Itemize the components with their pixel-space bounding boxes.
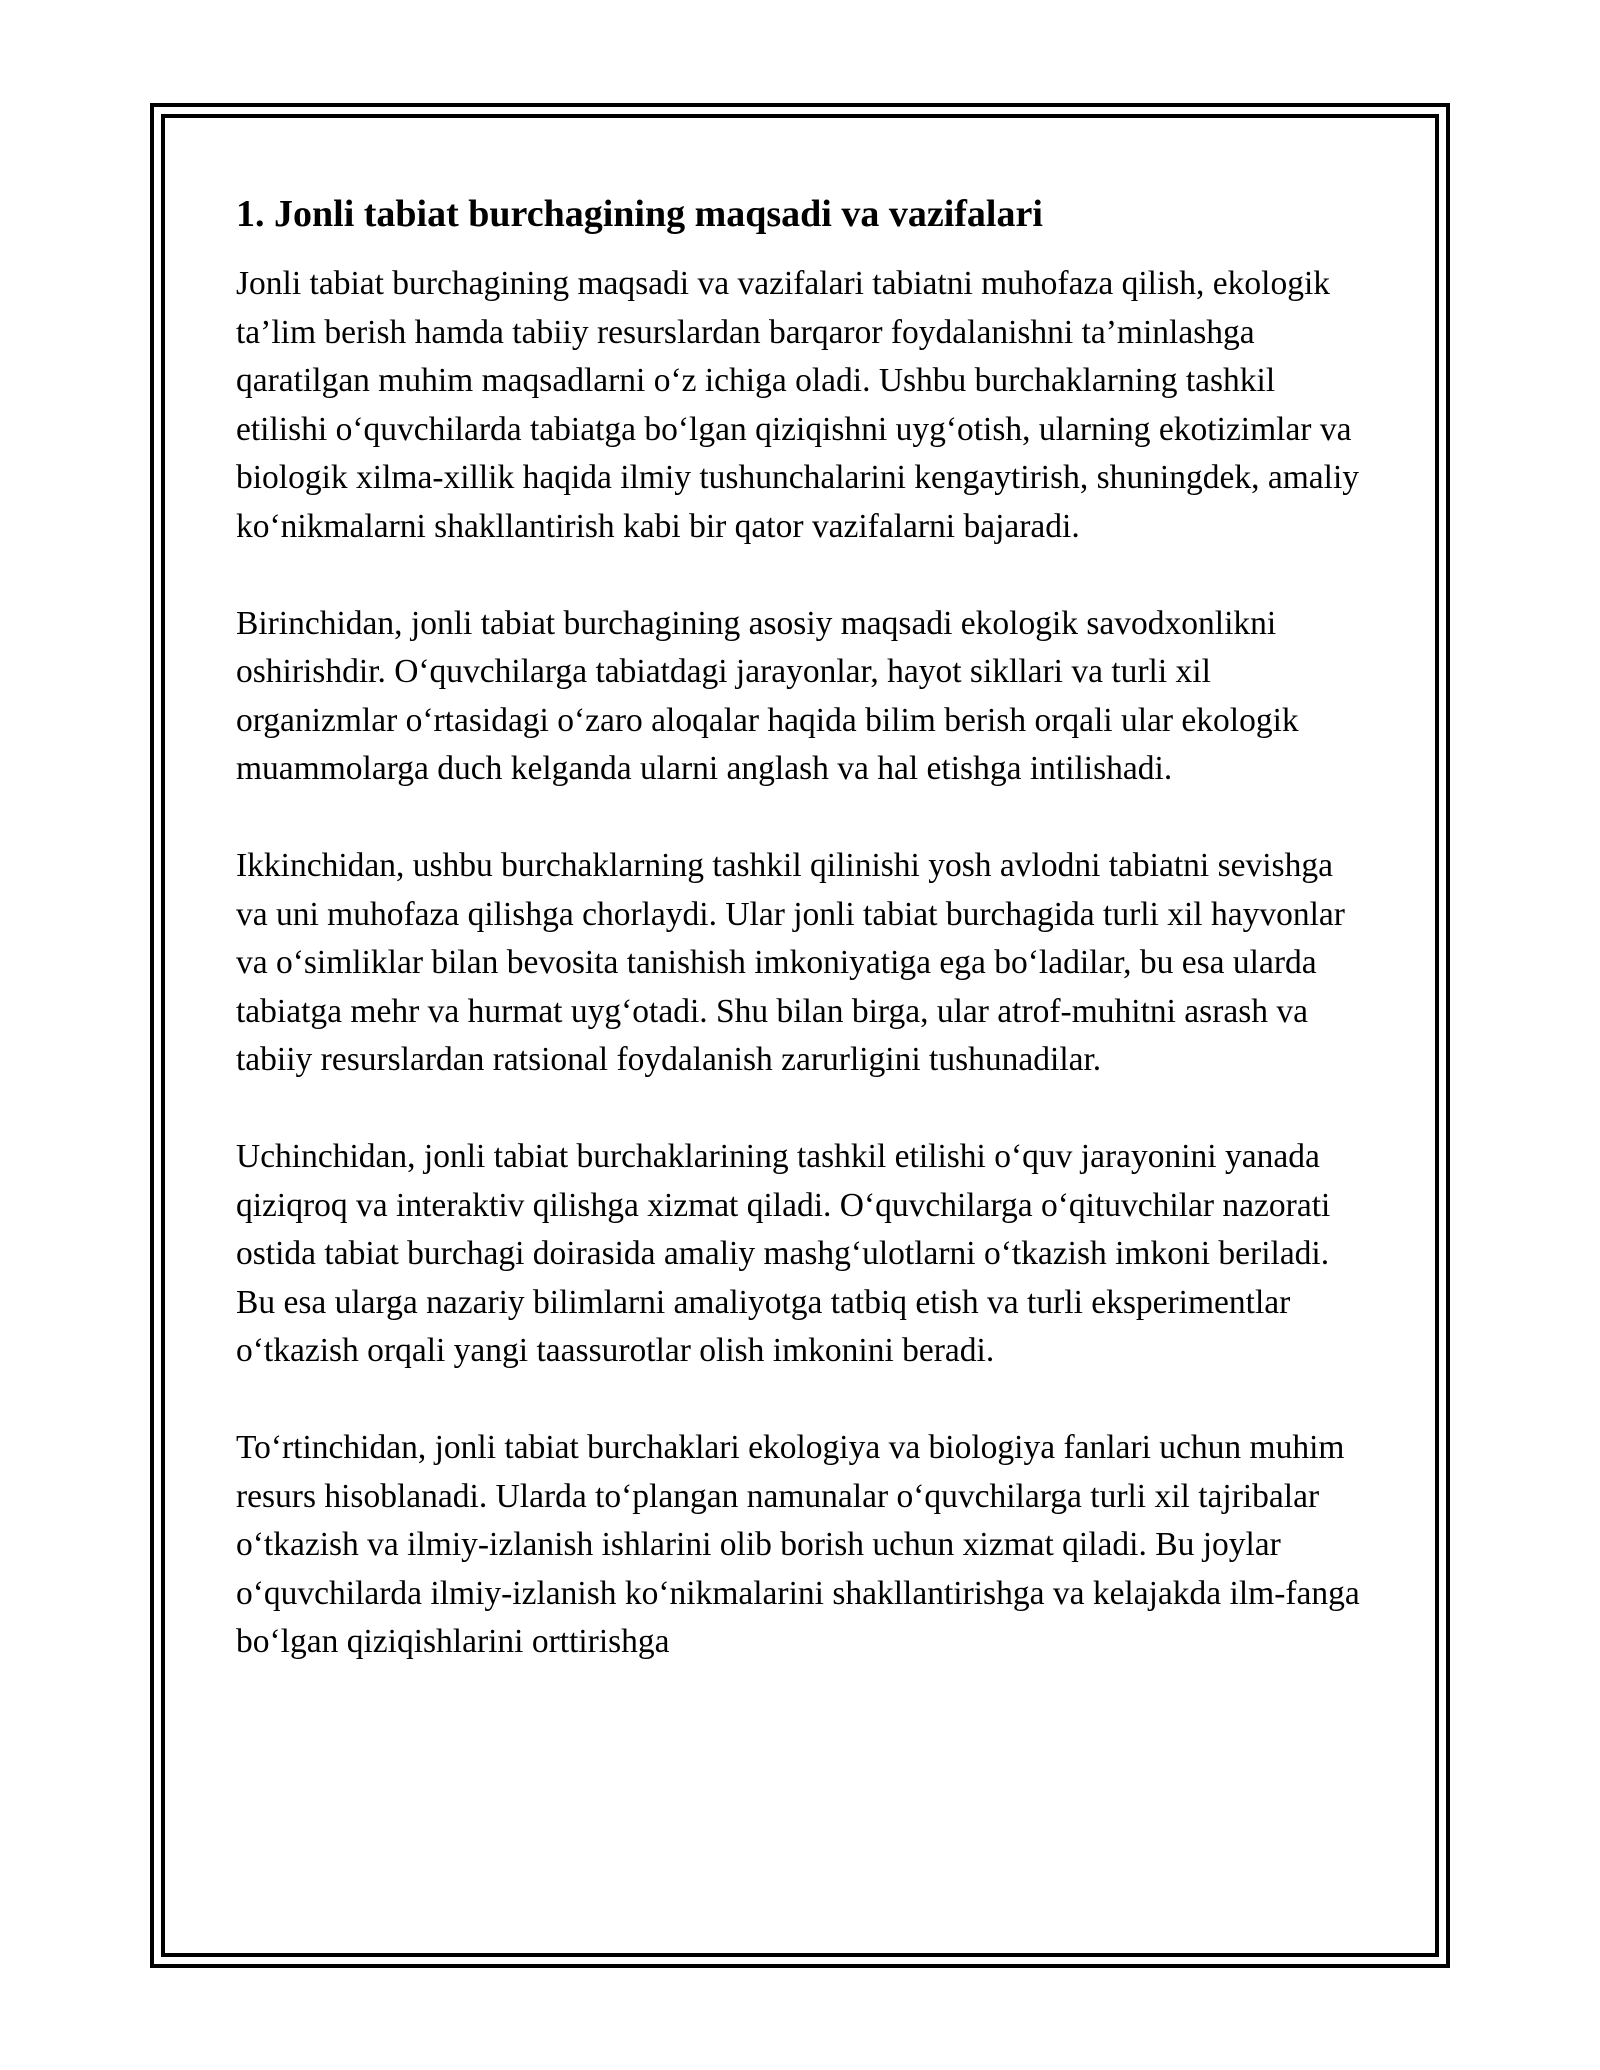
section-heading: 1. Jonli tabiat burchagining maqsadi va vazifalari: [236, 193, 1043, 235]
paragraph-second: Ikkinchidan, ushbu burchaklarning tashkil qilinishi yosh avlodni tabiatni sevishga va uni muhofaza qilishga chorlaydi. Ular jonli tabiat burchagida turli xil hayvonlar va o‘simliklar bilan bevosita tanishish imkoniyatiga ega bo‘ladilar, bu esa ularda tabiatga mehr va hurmat uyg‘otadi. Shu bilan birga, ular atrof-muhitni asrash va tabiiy resurslardan ratsional foydalanish zarurligini tushunadilar.: [236, 847, 1345, 1078]
paragraph-third: Uchinchidan, jonli tabiat burchaklarining tashkil etilishi o‘quv jarayonini yanada qiziqroq va interaktiv qilishga xizmat qiladi. O‘quvchilarga o‘qituvchilar nazorati ostida tabiat burchagi doirasida amaliy mashg‘ulotlarni o‘tkazish imkoni beriladi. Bu esa ularga nazariy bilimlarni amaliyotga tatbiq etish va turli eksperimentlar o‘tkazish orqali yangi taassurotlar olish imkonini beradi.: [236, 1138, 1331, 1369]
paragraph-first: Birinchidan, jonli tabiat burchagining asosiy maqsadi ekologik savodxonlikni oshirishdir. O‘quvchilarga tabiatdagi jarayonlar, hayot sikllari va turli xil organizmlar o‘rtasidagi o‘zaro aloqalar haqida bilim berish orqali ular ekologik muammolarga duch kelganda ularni anglash va hal etishga intilishadi.: [236, 604, 1299, 787]
paragraph-intro: Jonli tabiat burchagining maqsadi va vazifalari tabiatni muhofaza qilish, ekologik ta’lim berish hamda tabiiy resurslardan barqaror foydalanishni ta’minlashga qaratilgan muhim maqsadlarni o‘z ichiga oladi. Ushbu burchaklarning tashkil etilishi o‘quvchilarda tabiatga bo‘lgan qiziqishni uyg‘otish, ularning ekotizimlar va biologik xilma-xillik haqida ilmiy tushunchalarini kengaytirish, shuningdek, amaliy ko‘nikmalarni shakllantirish kabi bir qator vazifalarni bajaradi.: [236, 265, 1360, 545]
document-body: [236, 188, 1366, 1715]
paragraph-fourth: To‘rtinchidan, jonli tabiat burchaklari ekologiya va biologiya fanlari uchun muhim resurs hisoblanadi. Ularda to‘plangan namunalar o‘quvchilarga turli xil tajribalar o‘tkazish va ilmiy-izlanish ishlarini olib borish uchun xizmat qiladi. Bu joylar o‘quvchilarda ilmiy-izlanish ko‘nikmalarini shakllantirishga va kelajakda ilm-fanga bo‘lgan qiziqishlarini orttirishga: [236, 1429, 1360, 1660]
